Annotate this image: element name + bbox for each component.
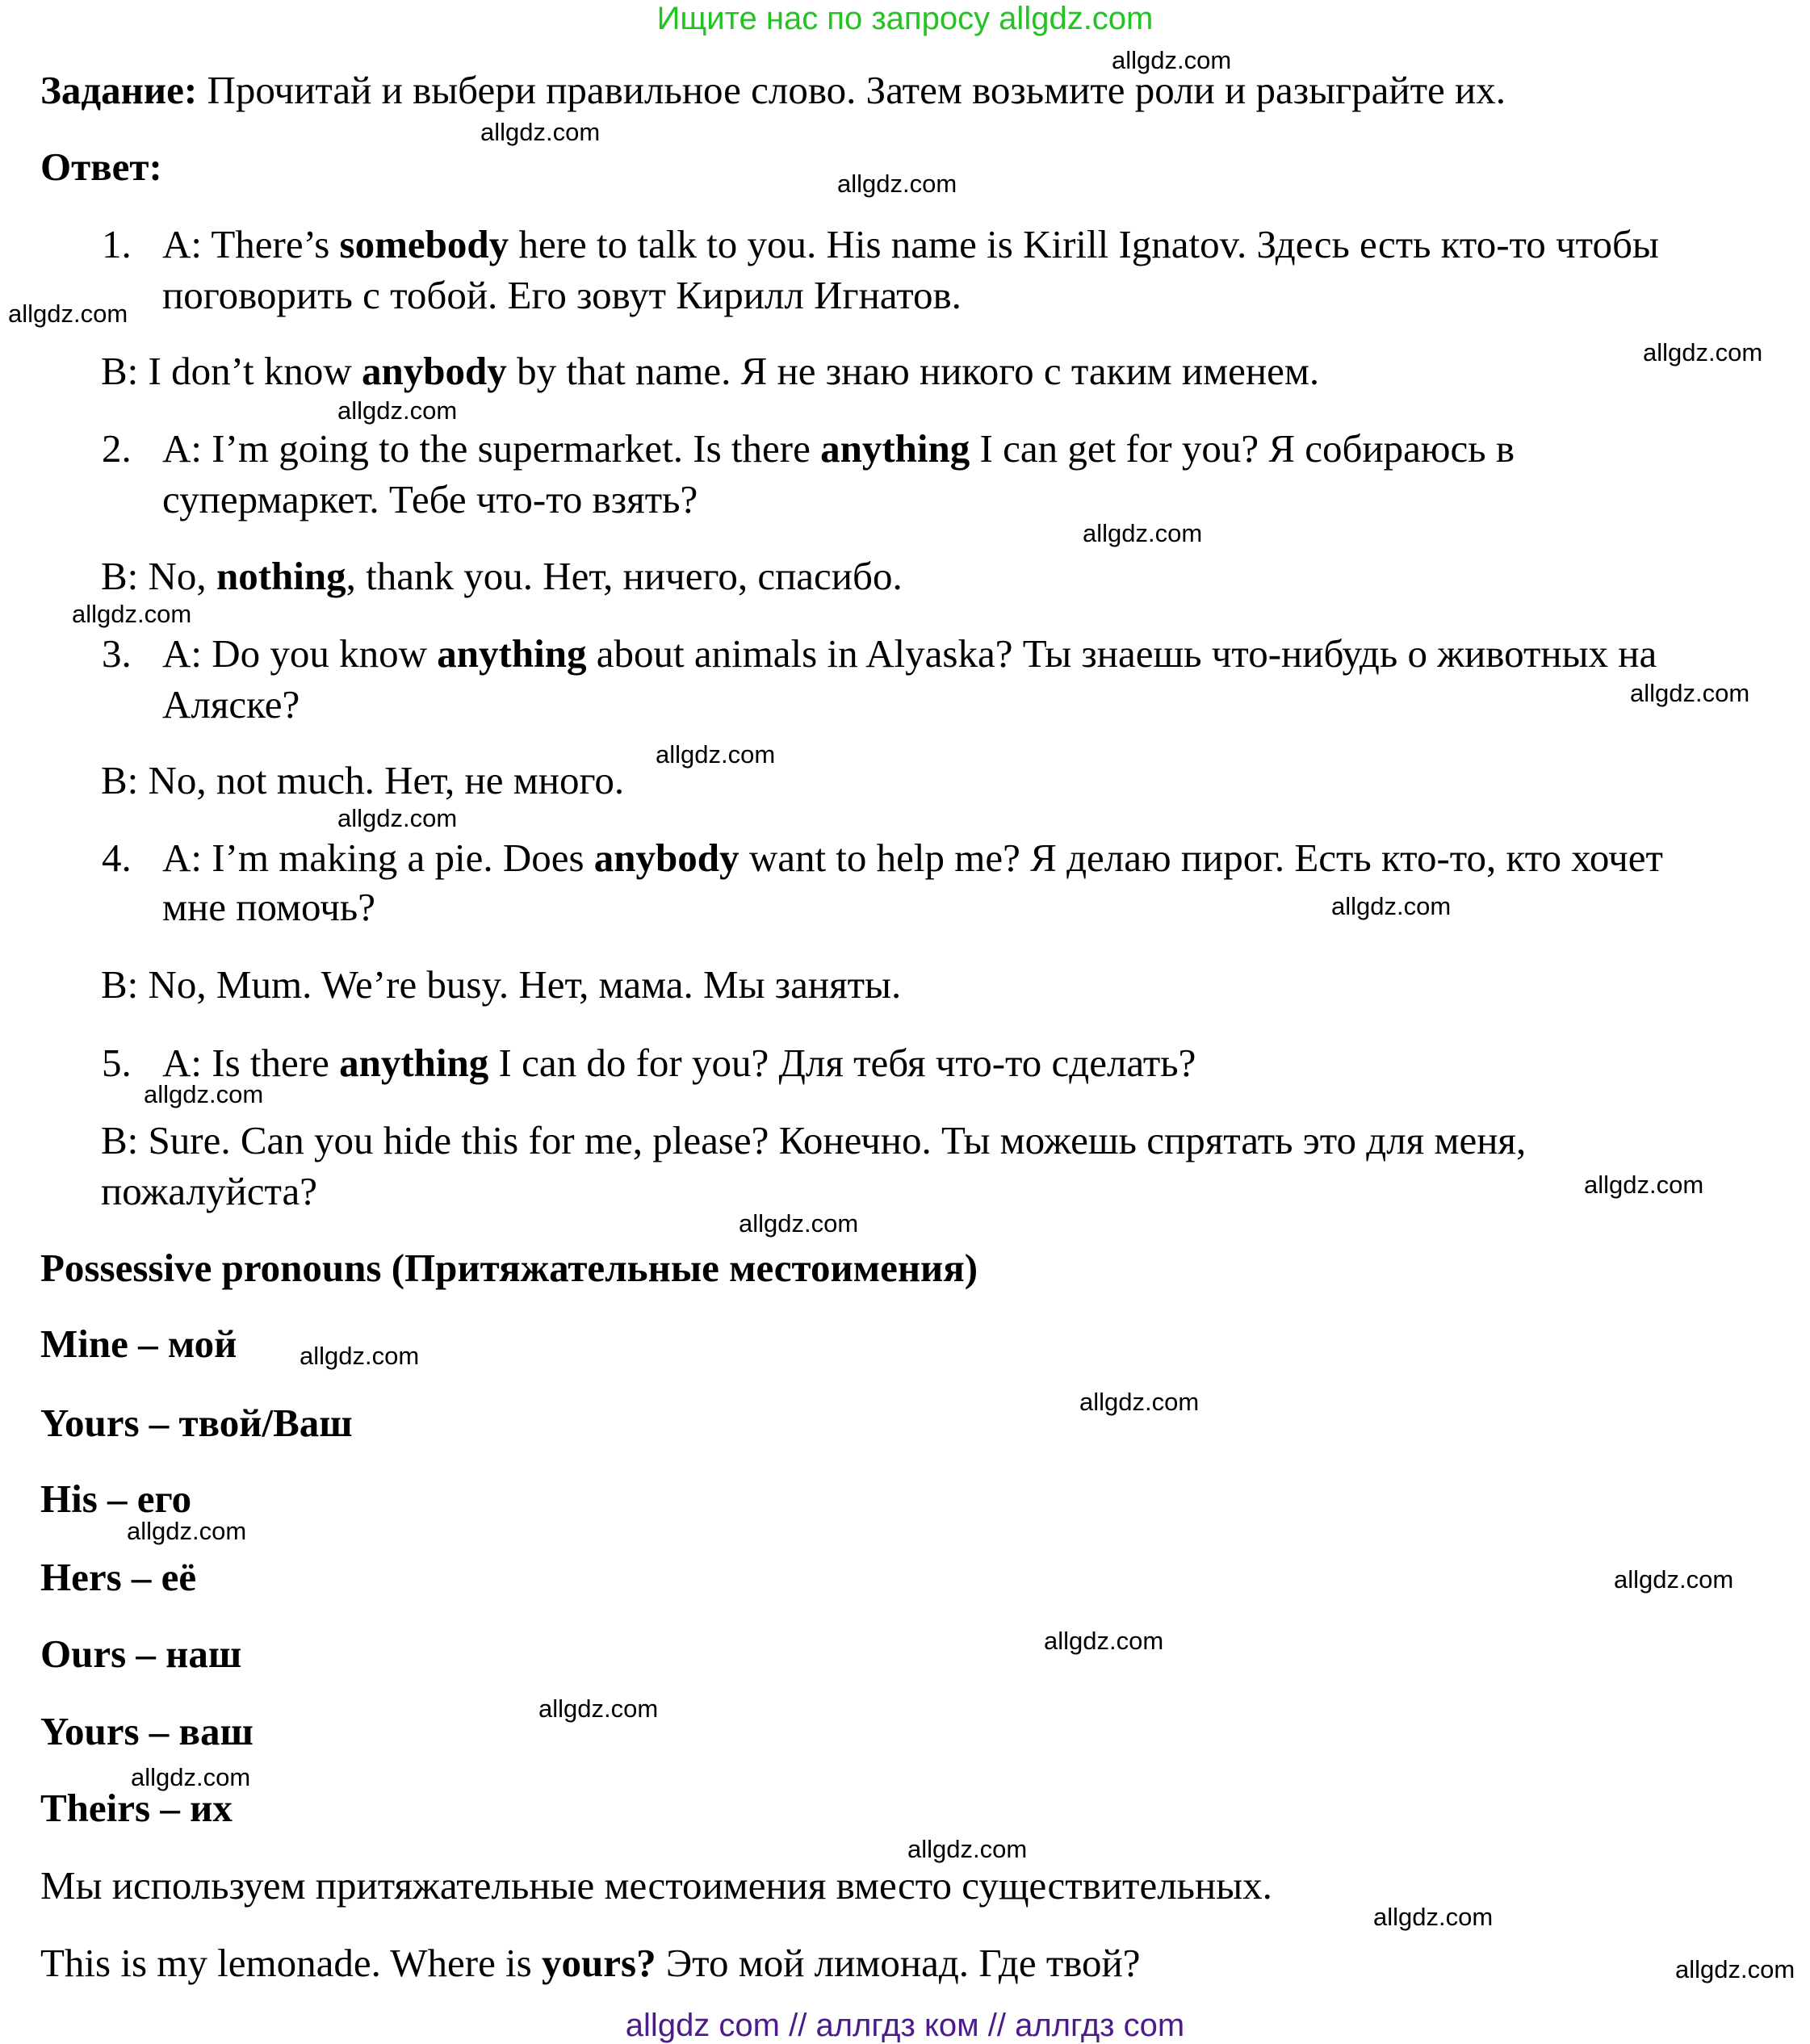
bold-text: His – его bbox=[40, 1476, 192, 1521]
list-number: 4. bbox=[102, 836, 132, 880]
text-line bbox=[40, 143, 162, 191]
text-line bbox=[101, 347, 1319, 396]
text-line bbox=[101, 756, 624, 805]
bold-text: Ответ: bbox=[40, 145, 162, 189]
text-line bbox=[162, 630, 1657, 678]
watermark: allgdz.com bbox=[1675, 1955, 1795, 1983]
text-line bbox=[40, 1707, 253, 1756]
bold-text: anything bbox=[820, 426, 970, 471]
watermark: allgdz.com bbox=[1643, 338, 1763, 366]
watermark: allgdz.com bbox=[1331, 892, 1452, 920]
watermark: allgdz.com bbox=[1044, 1627, 1164, 1655]
text-line bbox=[101, 1116, 1526, 1165]
watermark: allgdz.com bbox=[1079, 1388, 1200, 1416]
text-segment: Это мой лимонад. Где твой? bbox=[656, 1941, 1141, 1985]
text-segment: This is my lemonade. Where is bbox=[40, 1941, 542, 1985]
text-segment: , thank you. Нет, ничего, спасибо. bbox=[346, 554, 903, 598]
text-line bbox=[162, 834, 1663, 882]
text-line bbox=[162, 271, 962, 320]
text-line bbox=[40, 1553, 196, 1602]
bold-text: Possessive pronouns (Притяжательные местоимения) bbox=[40, 1246, 978, 1290]
text-segment: мне помочь? bbox=[162, 885, 375, 929]
text-segment: A: I’m going to the supermarket. Is there bbox=[162, 426, 821, 471]
text-segment: I can do for you? Для тебя что-то сделать? bbox=[488, 1041, 1196, 1085]
watermark: allgdz.com bbox=[300, 1342, 420, 1370]
watermark: allgdz.com bbox=[1630, 679, 1750, 707]
text-segment: B: No, Mum. We’re busy. Нет, мама. Мы заняты. bbox=[101, 962, 902, 1007]
watermark: allgdz.com bbox=[72, 600, 192, 628]
text-segment: want to help me? Я делаю пирог. Есть кто-то, кто хочет bbox=[739, 836, 1663, 880]
watermark: allgdz.com bbox=[1373, 1903, 1494, 1931]
text-segment: Мы используем притяжательные местоимения вместо существительных. bbox=[40, 1863, 1272, 1908]
text-line bbox=[40, 1939, 1141, 1987]
text-line bbox=[162, 681, 300, 729]
bold-text: yours? bbox=[542, 1941, 656, 1985]
bold-text: Yours – твой/Ваш bbox=[40, 1401, 353, 1445]
watermark: allgdz.com bbox=[837, 170, 957, 198]
text-line bbox=[40, 1862, 1272, 1910]
text-segment: by that name. Я не знаю никого с таким именем. bbox=[506, 349, 1320, 393]
watermark: allgdz.com bbox=[480, 118, 601, 146]
text-line bbox=[162, 1039, 1196, 1087]
bold-text: Mine – мой bbox=[40, 1321, 237, 1366]
text-segment: I can get for you? Я собираюсь в bbox=[970, 426, 1515, 471]
text-line bbox=[162, 475, 698, 524]
bold-text: Задание: bbox=[40, 68, 198, 112]
text-line bbox=[101, 961, 901, 1009]
text-segment: B: No, not much. Нет, не много. bbox=[101, 758, 625, 802]
bold-text: anybody bbox=[362, 349, 507, 393]
bold-text: Yours – ваш bbox=[40, 1709, 253, 1753]
watermark: allgdz.com bbox=[538, 1694, 659, 1723]
bold-text: Ours – наш bbox=[40, 1631, 242, 1676]
bold-text: Theirs – их bbox=[40, 1786, 233, 1830]
text-segment: B: Sure. Can you hide this for me, please? Конечно. Ты можешь спрятать это для меня, bbox=[101, 1118, 1527, 1162]
bold-text: nothing bbox=[216, 554, 346, 598]
text-line bbox=[40, 1320, 237, 1368]
watermark: allgdz.com bbox=[337, 396, 458, 425]
watermark: allgdz.com bbox=[656, 740, 776, 769]
watermark: allgdz.com bbox=[127, 1517, 247, 1545]
text-segment: Аляске? bbox=[162, 682, 300, 727]
bottom-banner: allgdz com // аллгдз ком // аллгдз com bbox=[625, 2008, 1185, 2043]
watermark: allgdz.com bbox=[739, 1209, 859, 1238]
watermark: allgdz.com bbox=[1112, 46, 1232, 74]
text-line bbox=[162, 220, 1659, 269]
watermark: allgdz.com bbox=[1584, 1171, 1704, 1199]
bold-text: anything bbox=[339, 1041, 489, 1085]
list-number: 2. bbox=[102, 426, 132, 471]
text-segment: B: I don’t know bbox=[101, 349, 362, 393]
top-banner: Ищите нас по запросу allgdz.com bbox=[656, 1, 1154, 36]
watermark: allgdz.com bbox=[1614, 1565, 1734, 1594]
list-number: 5. bbox=[102, 1041, 132, 1085]
text-line bbox=[101, 552, 903, 601]
text-segment: Прочитай и выбери правильное слово. Затем возьмите роли и разыграйте их. bbox=[197, 68, 1506, 112]
text-segment: супермаркет. Тебе что-то взять? bbox=[162, 477, 698, 521]
text-line bbox=[40, 1244, 978, 1292]
bold-text: somebody bbox=[339, 222, 509, 266]
text-segment: A: There’s bbox=[162, 222, 340, 266]
watermark: allgdz.com bbox=[907, 1835, 1028, 1863]
text-segment: A: Is there bbox=[162, 1041, 340, 1085]
text-line bbox=[40, 1475, 191, 1523]
text-line bbox=[40, 1399, 353, 1447]
bold-text: Hers – её bbox=[40, 1555, 197, 1599]
text-line bbox=[162, 425, 1515, 473]
watermark: allgdz.com bbox=[337, 804, 458, 832]
watermark: allgdz.com bbox=[144, 1080, 264, 1108]
watermark: allgdz.com bbox=[1083, 519, 1203, 547]
text-line bbox=[40, 1630, 241, 1678]
list-number: 1. bbox=[102, 222, 132, 266]
watermark: allgdz.com bbox=[131, 1763, 251, 1791]
text-segment: A: Do you know bbox=[162, 631, 438, 676]
text-line bbox=[40, 66, 1506, 115]
text-segment: B: No, bbox=[101, 554, 216, 598]
text-segment: поговорить с тобой. Его зовут Кирилл Игнатов. bbox=[162, 273, 962, 317]
list-number: 3. bbox=[102, 631, 132, 676]
text-segment: пожалуйста? bbox=[101, 1169, 317, 1213]
text-line bbox=[101, 1167, 317, 1216]
text-segment: about animals in Alyaska? Ты знаешь что-нибудь о животных на bbox=[586, 631, 1657, 676]
bold-text: anybody bbox=[593, 836, 740, 880]
text-line bbox=[162, 883, 375, 932]
watermark: allgdz.com bbox=[8, 299, 128, 328]
text-segment: here to talk to you. His name is Kirill Ignatov. Здесь есть кто-то чтобы bbox=[509, 222, 1659, 266]
text-segment: A: I’m making a pie. Does bbox=[162, 836, 594, 880]
bold-text: anything bbox=[437, 631, 587, 676]
